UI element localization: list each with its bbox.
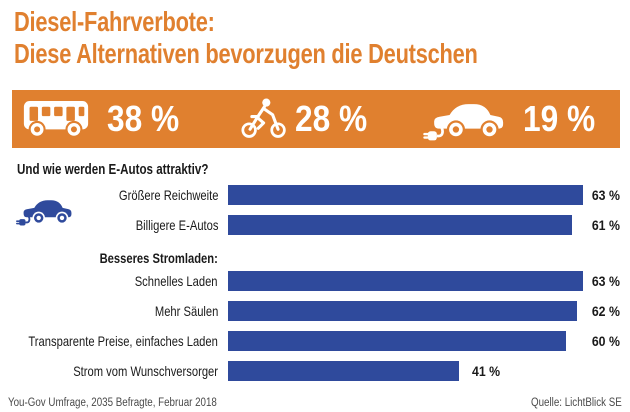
bus-share-value: 38 % — [107, 98, 180, 139]
survey-source-note: You-Gov Umfrage, 2035 Befragte, Februar 2018 — [8, 397, 217, 409]
electric-car-icon-blue — [16, 194, 74, 228]
bar — [228, 331, 566, 351]
bus-icon — [22, 98, 90, 140]
bar — [228, 271, 583, 291]
bar-value-label: 61 % — [591, 217, 620, 233]
bar-value-label: 63 % — [591, 273, 620, 289]
bar-value-label: 63 % — [591, 187, 620, 203]
bar-value-label: 41 % — [472, 363, 501, 379]
bicycle-icon — [241, 96, 288, 139]
bar-value-label: 60 % — [591, 333, 620, 349]
bar — [228, 361, 459, 381]
title-line-2: Diese Alternativen bevorzugen die Deutschen — [14, 38, 478, 69]
bar-value-label: 62 % — [591, 303, 620, 319]
bar-label: Schnelles Laden — [135, 273, 218, 289]
modal-split-banner — [12, 90, 620, 148]
bar — [228, 215, 572, 235]
bar-label: Transparente Preise, einfaches Laden — [28, 333, 218, 349]
bar-label: Größere Reichweite — [118, 187, 218, 203]
bar — [228, 301, 577, 321]
group-subheading: Besseres Stromladen: — [99, 250, 218, 266]
bar-label: Strom vom Wunschversorger — [73, 363, 218, 379]
title-line-1: Diesel-Fahrverbote: — [14, 6, 215, 37]
bar-label: Mehr Säulen — [154, 303, 218, 319]
section-heading: Und wie werden E-Autos attraktiv? — [17, 162, 209, 178]
electric-car-icon — [423, 95, 507, 144]
bar-label: Billigere E-Autos — [135, 217, 218, 233]
page-title — [14, 6, 478, 70]
ecar-share-value: 19 % — [523, 98, 596, 139]
bar — [228, 185, 583, 205]
bicycle-share-value: 28 % — [295, 98, 368, 139]
source-credit: Quelle: LichtBlick SE — [531, 397, 622, 409]
